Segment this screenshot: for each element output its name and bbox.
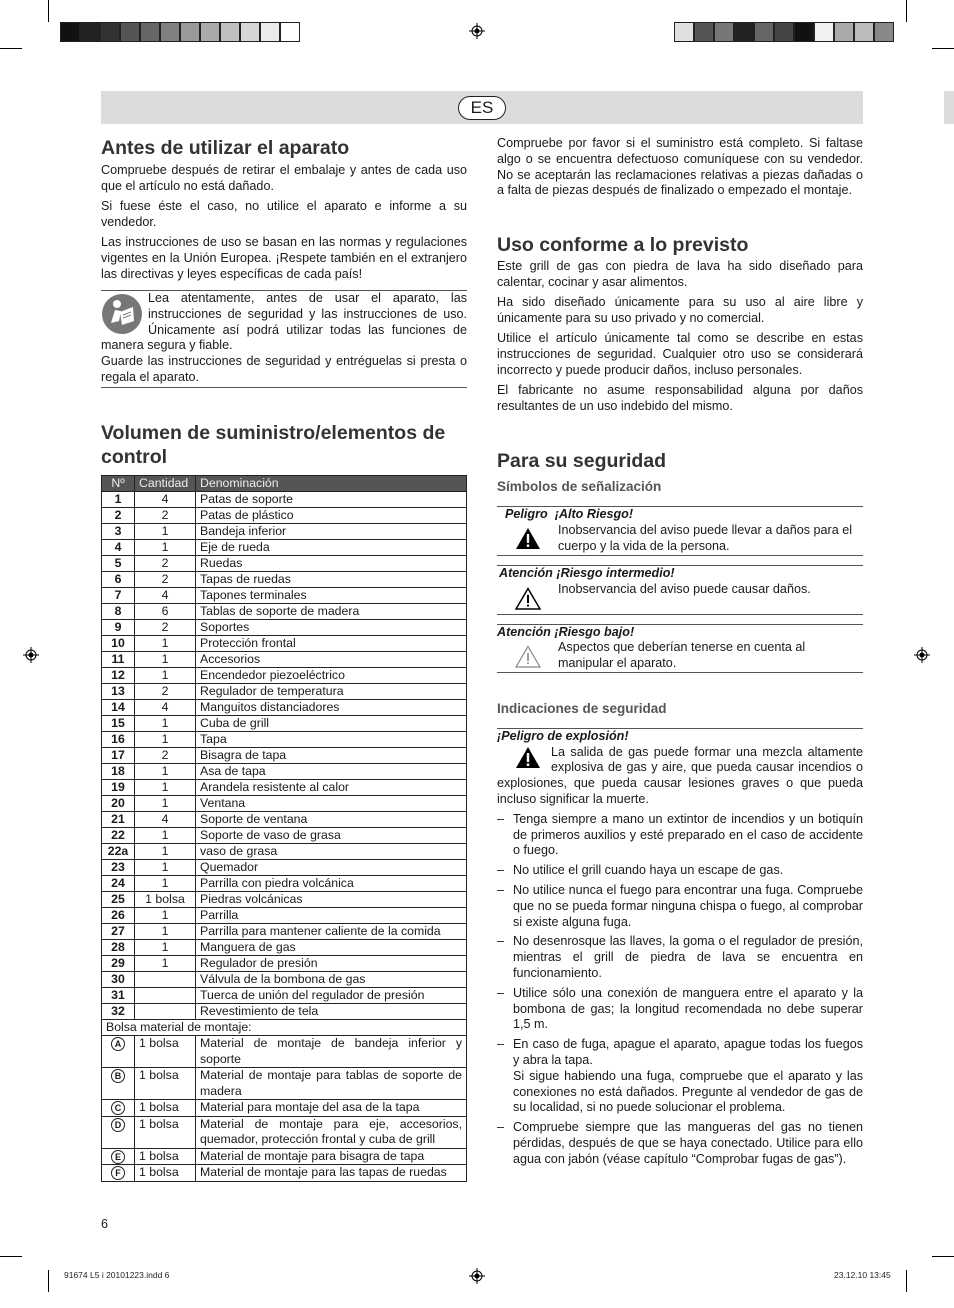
part-name: Tablas de soporte de madera xyxy=(196,604,467,620)
part-number: 19 xyxy=(102,780,135,796)
part-name: Protección frontal xyxy=(196,636,467,652)
page-number: 6 xyxy=(101,1217,109,1231)
bag-description: Material de montaje para bisagra de tapa xyxy=(196,1148,467,1165)
table-row xyxy=(102,748,467,764)
bag-quantity: 1 bolsa xyxy=(135,1116,196,1148)
part-name: vaso de grasa xyxy=(196,844,467,860)
table-row xyxy=(102,588,467,604)
part-number: 4 xyxy=(102,540,135,556)
part-quantity: 1 xyxy=(135,860,196,876)
section-title: Para su seguridad xyxy=(497,450,667,472)
table-row xyxy=(102,796,467,812)
part-quantity: 4 xyxy=(135,588,196,604)
warning-text: Inobservancia del aviso puede causar daños. xyxy=(558,582,811,596)
table-row xyxy=(102,620,467,636)
part-number: 29 xyxy=(102,956,135,972)
part-number: 27 xyxy=(102,924,135,940)
part-number: 22a xyxy=(102,844,135,860)
bag-description: Material de montaje para tablas de soporte de madera xyxy=(196,1068,467,1100)
part-quantity: 1 xyxy=(135,828,196,844)
part-name: Patas de soporte xyxy=(196,492,467,508)
part-name: Regulador de temperatura xyxy=(196,684,467,700)
list-item: – Tenga siempre a mano un extintor de incendios y un botiquín de primeros auxilios y esté preparado en el caso de accidente o fuego. xyxy=(497,812,863,859)
part-quantity: 1 xyxy=(135,940,196,956)
part-number: 22 xyxy=(102,828,135,844)
crop-mark xyxy=(0,48,22,49)
notice-triangle-icon xyxy=(515,645,541,668)
part-quantity xyxy=(135,988,196,1004)
part-name: Bisagra de tapa xyxy=(196,748,467,764)
paragraph: Compruebe después de retirar el embalaje y antes de cada uso que el artículo no está dañado. xyxy=(101,163,467,193)
crop-mark xyxy=(906,1270,907,1292)
table-row xyxy=(102,1004,467,1020)
subsection-title: Indicaciones de seguridad xyxy=(497,701,863,729)
table-row xyxy=(102,956,467,972)
table-row xyxy=(102,636,467,652)
table-row xyxy=(102,844,467,860)
part-quantity: 1 xyxy=(135,716,196,732)
table-row xyxy=(102,940,467,956)
warning-title: Atención ¡Riesgo intermedio! xyxy=(499,566,675,580)
part-quantity: 1 bolsa xyxy=(135,892,196,908)
bag-letter-circle: F xyxy=(111,1166,125,1180)
part-quantity: 1 xyxy=(135,636,196,652)
part-number: 10 xyxy=(102,636,135,652)
bag-letter xyxy=(102,1100,135,1117)
part-number: 9 xyxy=(102,620,135,636)
note-text: Lea atentamente, antes de usar el aparato, las instrucciones de seguridad y las instrucciones de uso. Únicamente así podrá utilizar todas las funciones de manera segura y fiable. xyxy=(101,291,467,353)
part-name: Tuerca de unión del regulador de presión xyxy=(196,988,467,1004)
part-quantity: 1 xyxy=(135,732,196,748)
explosion-text: La salida de gas puede formar una mezcla altamente explosiva de gas y aire, que pueda causar incendios o explosiones, que pueda causar lesiones graves o que pueda incluso significar la muerte. xyxy=(497,744,863,806)
table-row xyxy=(102,700,467,716)
warning-low xyxy=(497,624,863,673)
table-row xyxy=(102,716,467,732)
bag-description: Material para montaje del asa de la tapa xyxy=(196,1100,467,1117)
part-number: 25 xyxy=(102,892,135,908)
table-row xyxy=(102,524,467,540)
caution-triangle-icon xyxy=(515,587,541,610)
part-name: Válvula de la bombona de gas xyxy=(196,972,467,988)
list-item: – Utilice sólo una conexión de manguera entre el aparato y la bombona de gas; la longitud recomendada no debe superar 1,5 m. xyxy=(497,986,863,1033)
part-quantity xyxy=(135,1004,196,1020)
next-page-bleed xyxy=(944,91,954,124)
table-row xyxy=(102,572,467,588)
table-row xyxy=(102,1068,467,1100)
part-name: Piedras volcánicas xyxy=(196,892,467,908)
bag-quantity: 1 bolsa xyxy=(135,1100,196,1117)
table-row xyxy=(102,924,467,940)
part-quantity: 4 xyxy=(135,700,196,716)
crop-mark xyxy=(932,48,954,49)
registration-mark-icon xyxy=(469,23,485,39)
part-quantity xyxy=(135,972,196,988)
section-antes xyxy=(101,136,467,287)
language-badge: ES xyxy=(458,96,506,120)
section-title: Uso conforme a lo previsto xyxy=(497,234,749,256)
paragraph: Compruebe por favor si el suministro está completo. Si faltase algo o se encuentra defectuoso comuníquese con su vendedor. No se aceptarán las reclamaciones relativas a piezas dañadas o a falta de piezas después de finalizado o empezado el montaje. xyxy=(497,136,863,198)
part-name: Asa de tapa xyxy=(196,764,467,780)
part-number: 16 xyxy=(102,732,135,748)
bag-description: Material de montaje para eje, accesorios, quemador, protección frontal y cuba de grill xyxy=(196,1116,467,1148)
part-number: 32 xyxy=(102,1004,135,1020)
bag-quantity: 1 bolsa xyxy=(135,1036,196,1068)
bag-letter-circle: C xyxy=(111,1101,125,1115)
part-number: 24 xyxy=(102,876,135,892)
part-name: Soporte de vaso de grasa xyxy=(196,828,467,844)
table-row xyxy=(102,860,467,876)
part-quantity: 6 xyxy=(135,604,196,620)
section-volumen xyxy=(101,421,467,469)
part-quantity: 1 xyxy=(135,876,196,892)
section-intro xyxy=(497,136,863,204)
part-quantity: 1 xyxy=(135,844,196,860)
part-name: Ventana xyxy=(196,796,467,812)
table-header: Nº xyxy=(102,476,135,492)
part-number: 21 xyxy=(102,812,135,828)
read-manual-icon xyxy=(101,293,143,335)
bag-letter xyxy=(102,1148,135,1165)
part-name: Parrilla para mantener caliente de la comida xyxy=(196,924,467,940)
part-quantity: 4 xyxy=(135,812,196,828)
bag-letter xyxy=(102,1165,135,1182)
list-item: – No utilice el grill cuando haya un escape de gas. xyxy=(497,863,863,879)
part-number: 5 xyxy=(102,556,135,572)
table-header-row xyxy=(102,476,467,492)
paragraph: El fabricante no asume responsabilidad alguna por daños resultantes de un uso indebido del mismo. xyxy=(497,383,863,413)
bag-quantity: 1 bolsa xyxy=(135,1068,196,1100)
part-number: 6 xyxy=(102,572,135,588)
table-header: Denominación xyxy=(196,476,467,492)
registration-mark-icon xyxy=(914,647,930,663)
list-item: – En caso de fuga, apague el aparato, apague todas los fuegos y abra la tapa. Si sigue habiendo una fuga, compruebe que el aparato y las conexiones no está dañados. Pregunte al vendedor de gas de su localidad, si no puede solucionar el problema. xyxy=(497,1037,863,1116)
table-row xyxy=(102,540,467,556)
part-number: 23 xyxy=(102,860,135,876)
part-name: Patas de plástico xyxy=(196,508,467,524)
part-name: Bandeja inferior xyxy=(196,524,467,540)
danger-triangle-icon xyxy=(515,746,541,769)
list-item: – No utilice nunca el fuego para encontrar una fuga. Compruebe que no se pueda formar ninguna chispa o fuego, al comprobar si existe alguna fuga. xyxy=(497,883,863,930)
part-number: 8 xyxy=(102,604,135,620)
danger-triangle-icon xyxy=(515,527,541,550)
part-quantity: 1 xyxy=(135,652,196,668)
section-title: Volumen de suministro/elementos de control xyxy=(101,422,446,468)
part-quantity: 1 xyxy=(135,780,196,796)
warning-text: Aspectos que deberían tenerse en cuenta al manipular el aparato. xyxy=(558,640,806,670)
table-row xyxy=(102,668,467,684)
safety-list xyxy=(497,812,863,1168)
bag-label: Bolsa material de montaje: xyxy=(102,1020,467,1036)
part-name: Soporte de ventana xyxy=(196,812,467,828)
warning-title: ¡Alto Riesgo! xyxy=(554,507,634,521)
part-name: Cuba de grill xyxy=(196,716,467,732)
list-item: – Compruebe siempre que las mangueras del gas no tienen pérdidas, después de que se haya conectado. Utilice para ello agua con jabón (véase capítulo “Comprobar fugas de gas”). xyxy=(497,1120,863,1167)
part-name: Encendedor piezoeléctrico xyxy=(196,668,467,684)
part-quantity: 1 xyxy=(135,796,196,812)
part-quantity: 1 xyxy=(135,524,196,540)
part-number: 2 xyxy=(102,508,135,524)
explosion-title: ¡Peligro de explosión! xyxy=(497,728,629,743)
part-name: Arandela resistente al calor xyxy=(196,780,467,796)
list-item: – No desenrosque las llaves, la goma o el regulador de presión, mientras el grill de piedra de lava se encuentra en funcionamiento. xyxy=(497,934,863,981)
part-number: 18 xyxy=(102,764,135,780)
part-number: 28 xyxy=(102,940,135,956)
table-row xyxy=(102,1100,467,1117)
table-row xyxy=(102,972,467,988)
table-row xyxy=(102,652,467,668)
part-number: 31 xyxy=(102,988,135,1004)
bag-letter-circle: B xyxy=(111,1069,125,1083)
bag-letter-circle: E xyxy=(111,1150,125,1164)
bag-description: Material de montaje para las tapas de ruedas xyxy=(196,1165,467,1182)
part-quantity: 2 xyxy=(135,556,196,572)
part-quantity: 1 xyxy=(135,924,196,940)
table-row xyxy=(102,508,467,524)
table-row xyxy=(102,1036,467,1068)
section-seguridad xyxy=(497,449,863,495)
table-row xyxy=(102,892,467,908)
part-name: Ruedas xyxy=(196,556,467,572)
crop-mark xyxy=(48,1270,49,1292)
part-quantity: 2 xyxy=(135,748,196,764)
part-number: 17 xyxy=(102,748,135,764)
paragraph: Ha sido diseñado únicamente para su uso al aire libre y únicamente para su uso privado y no comercial. xyxy=(497,295,863,325)
section-indicaciones xyxy=(497,701,863,1172)
part-name: Tapas de ruedas xyxy=(196,572,467,588)
part-number: 12 xyxy=(102,668,135,684)
part-quantity: 2 xyxy=(135,684,196,700)
bag-quantity: 1 bolsa xyxy=(135,1148,196,1165)
table-row xyxy=(102,764,467,780)
table-row xyxy=(102,780,467,796)
color-bar-right xyxy=(674,22,894,42)
section-uso xyxy=(497,233,863,419)
part-quantity: 2 xyxy=(135,620,196,636)
part-name: Manguera de gas xyxy=(196,940,467,956)
table-row xyxy=(102,1020,467,1036)
table-row xyxy=(102,732,467,748)
part-quantity: 1 xyxy=(135,540,196,556)
bag-letter xyxy=(102,1068,135,1100)
table-row xyxy=(102,812,467,828)
bag-quantity: 1 bolsa xyxy=(135,1165,196,1182)
table-row xyxy=(102,988,467,1004)
warning-title: Atención ¡Riesgo bajo! xyxy=(497,625,635,639)
bag-letter-circle: D xyxy=(111,1118,125,1132)
part-quantity: 1 xyxy=(135,668,196,684)
part-name: Manguitos distanciadores xyxy=(196,700,467,716)
part-name: Parrilla xyxy=(196,908,467,924)
table-row xyxy=(102,1116,467,1148)
crop-mark xyxy=(0,1256,22,1257)
subsection-title: Símbolos de señalización xyxy=(497,479,662,494)
part-number: 15 xyxy=(102,716,135,732)
color-bar-left xyxy=(60,22,300,42)
part-number: 3 xyxy=(102,524,135,540)
paragraph: Utilice el artículo únicamente tal como se describe en estas instrucciones de seguridad. Cualquier otro uso se considerará incorrecto y puede producir daños, incluso personales. xyxy=(497,331,863,377)
part-quantity: 2 xyxy=(135,572,196,588)
table-row xyxy=(102,908,467,924)
part-name: Tapones terminales xyxy=(196,588,467,604)
registration-mark-icon xyxy=(23,647,39,663)
part-number: 13 xyxy=(102,684,135,700)
note-text: Guarde las instrucciones de seguridad y entréguelas si presta o regala el aparato. xyxy=(101,354,467,384)
part-number: 11 xyxy=(102,652,135,668)
part-name: Accesorios xyxy=(196,652,467,668)
table-row xyxy=(102,828,467,844)
bag-letter xyxy=(102,1116,135,1148)
paragraph: Las instrucciones de uso se basan en las normas y regulaciones vigentes en la Unión Europea. ¡Respete también en el extranjero las directivas y leyes específicas de cada país! xyxy=(101,235,467,281)
table-row xyxy=(102,684,467,700)
warning-label: Peligro xyxy=(505,507,548,521)
part-quantity: 4 xyxy=(135,492,196,508)
bag-letter xyxy=(102,1036,135,1068)
crop-mark xyxy=(906,0,907,22)
table-row xyxy=(102,1148,467,1165)
section-title: Antes de utilizar el aparato xyxy=(101,137,350,159)
part-name: Quemador xyxy=(196,860,467,876)
crop-mark xyxy=(48,0,49,22)
part-quantity: 1 xyxy=(135,908,196,924)
part-number: 1 xyxy=(102,492,135,508)
part-name: Tapa xyxy=(196,732,467,748)
part-number: 30 xyxy=(102,972,135,988)
table-row xyxy=(102,876,467,892)
warning-medium xyxy=(497,565,863,615)
warning-text: Inobservancia del aviso puede llevar a daños para el cuerpo y la vida de la persona. xyxy=(558,523,853,553)
part-name: Parrilla con piedra volcánica xyxy=(196,876,467,892)
part-number: 26 xyxy=(102,908,135,924)
registration-mark-icon xyxy=(469,1268,485,1284)
table-row xyxy=(102,556,467,572)
part-name: Soportes xyxy=(196,620,467,636)
part-number: 7 xyxy=(102,588,135,604)
part-name: Revestimiento de tela xyxy=(196,1004,467,1020)
paragraph: Si fuese éste el caso, no utilice el aparato e informe a su vendedor. xyxy=(101,199,467,229)
footer-file: 91674 L5 i 20101223.indd 6 xyxy=(64,1270,170,1280)
table-row xyxy=(102,604,467,620)
bag-description: Material de montaje de bandeja inferior y soporte xyxy=(196,1036,467,1068)
table-row xyxy=(102,1165,467,1182)
part-name: Regulador de presión xyxy=(196,956,467,972)
footer-date: 23.12.10 13:45 xyxy=(834,1270,891,1280)
parts-table xyxy=(101,475,467,1182)
part-number: 20 xyxy=(102,796,135,812)
crop-mark xyxy=(932,1256,954,1257)
read-instructions-note xyxy=(101,290,467,388)
paragraph: Este grill de gas con piedra de lava ha sido diseñado para calentar, cocinar y asar alimentos. xyxy=(497,259,863,289)
bag-letter-circle: A xyxy=(111,1037,125,1051)
part-quantity: 1 xyxy=(135,764,196,780)
warning-high xyxy=(497,506,863,556)
part-number: 14 xyxy=(102,700,135,716)
part-quantity: 2 xyxy=(135,508,196,524)
part-name: Eje de rueda xyxy=(196,540,467,556)
table-header: Cantidad xyxy=(135,476,196,492)
table-row xyxy=(102,492,467,508)
part-quantity: 1 xyxy=(135,956,196,972)
